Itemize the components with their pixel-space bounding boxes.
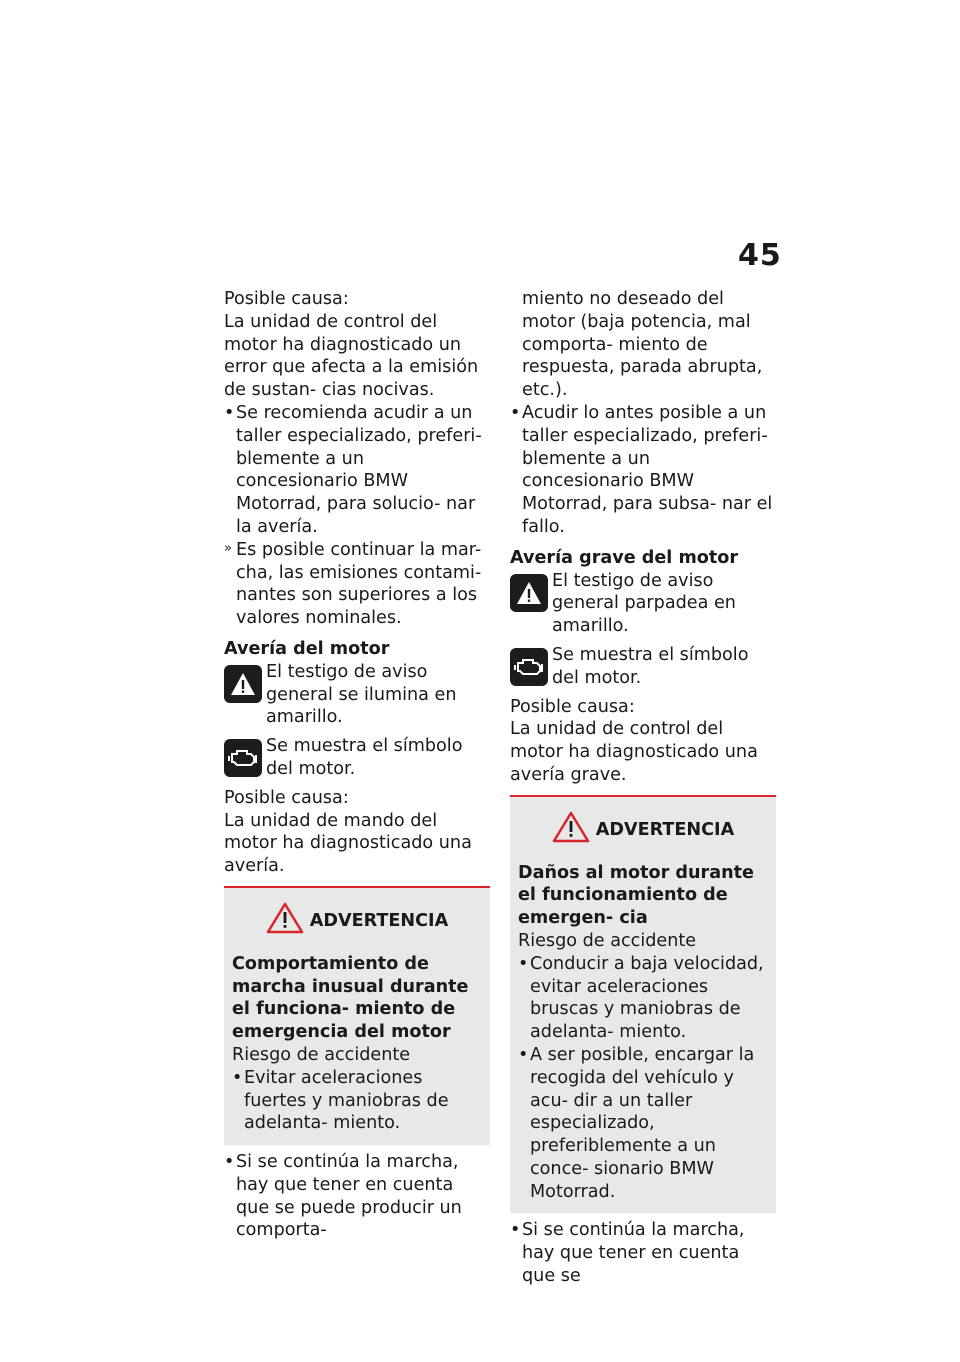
warning-heading: Daños al motor durante el funcionamiento de emergen- cia [518, 862, 754, 929]
bullet-item: • Si se continúa la marcha, hay que tener en cuenta que se [510, 1219, 776, 1287]
engine-icon [510, 648, 548, 686]
continuation-text: miento no deseado del motor (baja potencia, mal comporta- miento de respuesta, parada abrupta, etc.). [522, 289, 763, 401]
cause-label: Posible causa: [224, 289, 349, 309]
warning-title-row [232, 902, 482, 941]
general-warning-icon [510, 574, 548, 612]
warning-bullet: • Conducir a baja velocidad, evitar aceleraciones bruscas y maniobras de adelanta- miento. [518, 953, 768, 1044]
indicator-text: Se muestra el símbolo del motor. [266, 736, 463, 779]
left-column [224, 288, 490, 1242]
indicator-text: El testigo de aviso general se ilumina en amarillo. [266, 661, 457, 728]
right-column [510, 288, 776, 1288]
warning-bullet: • A ser posible, encargar la recogida del vehículo y acu- dir a un taller especializado, preferiblemente a un conce- sionario BMW Motorrad. [518, 1044, 768, 1204]
result-item: » Es posible continuar la mar- cha, las emisiones contami- nantes son superiores a los valores nominales. [224, 539, 490, 630]
indicator-text: Se muestra el símbolo del motor. [552, 644, 749, 688]
cause-text: La unidad de mando del motor ha diagnosticado una avería. [224, 810, 472, 877]
advertencia-triangle-icon [266, 902, 304, 941]
cause-text: La unidad de control del motor ha diagnosticado una avería grave. [510, 719, 758, 785]
warning-title: ADVERTENCIA [309, 910, 449, 931]
page-number: 45 [738, 238, 782, 273]
bullet-item: • Se recomienda acudir a un taller especializado, preferi- blemente a un concesionario BMW Motorrad, para solucio- nar la avería. [224, 402, 490, 539]
warning-heading: Comportamiento de marcha inusual durante el funciona- miento de emergencia del motor [232, 953, 469, 1043]
warning-title-row [518, 811, 768, 850]
indicator-row [510, 570, 776, 638]
indicator-text: El testigo de aviso general parpadea en amarillo. [552, 570, 736, 637]
warning-box [224, 886, 490, 1145]
bullet-item: • Si se continúa la marcha, hay que tener en cuenta que se puede producir un comporta- [224, 1151, 490, 1242]
advertencia-triangle-icon [552, 811, 590, 850]
indicator-row [224, 661, 490, 729]
indicator-row [510, 644, 776, 690]
cause-text: La unidad de control del motor ha diagnosticado un error que afecta a la emisión de sustan- cias nocivas. [224, 311, 479, 401]
warning-bullet: • Evitar aceleraciones fuertes y maniobras de adelanta- miento. [232, 1067, 482, 1135]
section-heading: Avería grave del motor [510, 547, 739, 568]
warning-box [510, 795, 776, 1214]
warning-risk: Riesgo de accidente [232, 1044, 411, 1065]
warning-risk: Riesgo de accidente [518, 930, 697, 951]
engine-icon [224, 739, 262, 777]
bullet-item: • Acudir lo antes posible a un taller especializado, preferi- blemente a un concesionario BMW Motorrad, para subsa- nar el fallo. [510, 402, 776, 539]
warning-title: ADVERTENCIA [595, 819, 735, 840]
section-heading: Avería del motor [224, 638, 390, 659]
cause-label: Posible causa: [224, 787, 349, 808]
general-warning-icon [224, 665, 262, 703]
cause-label: Posible causa: [510, 696, 635, 717]
indicator-row [224, 735, 490, 781]
